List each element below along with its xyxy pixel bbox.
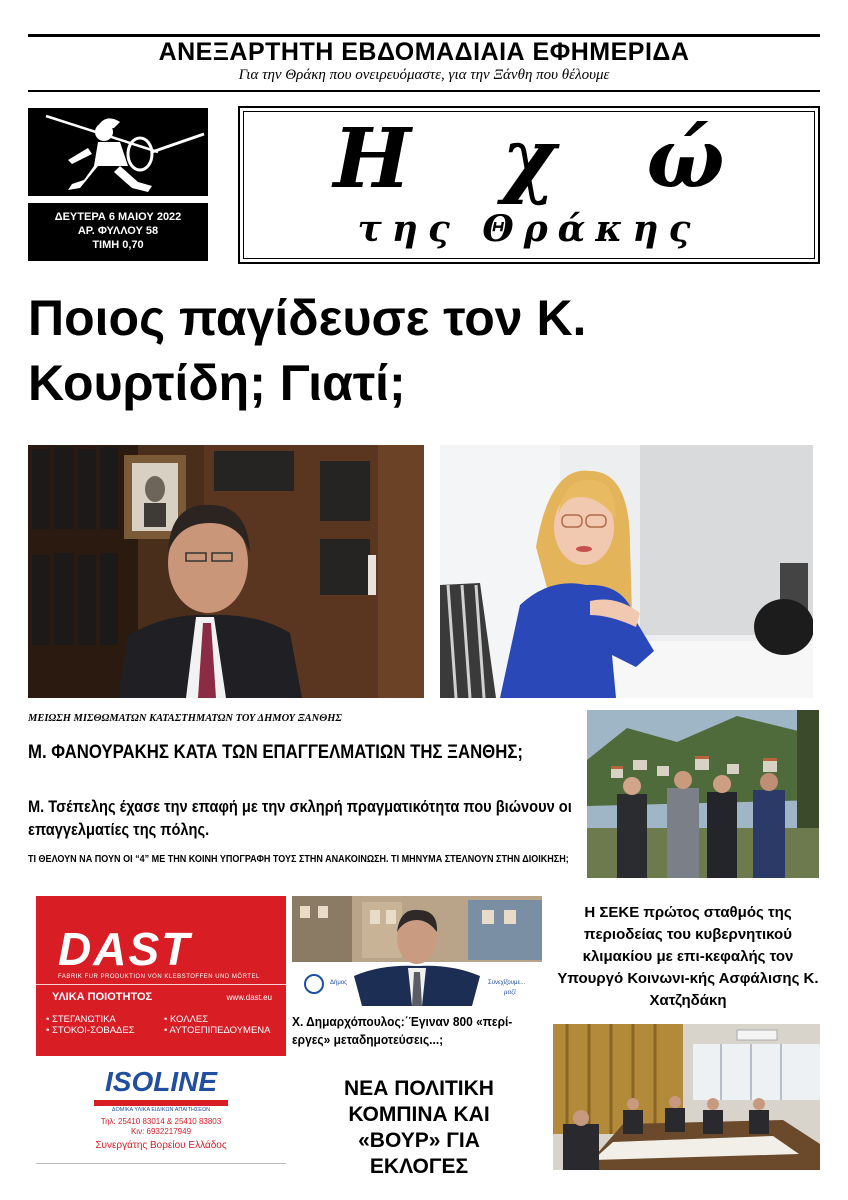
isoline-partner: Συνεργάτης Βορείου Ελλάδος: [95, 1140, 227, 1151]
nameplate-subtitle: της Θράκης: [357, 208, 701, 250]
mid-column-headline: ΝΕΑ ΠΟΛΙΤΙΚΗ ΚΟΜΠΙΝΑ ΚΑΙ «ΒΟΥΡ» ΓΙΑ ΕΚΛΟΓΕΣ: [344, 1077, 494, 1178]
story-kicker: ΜΕΙΩΣΗ ΜΙΣΘΩΜΑΤΩΝ ΚΑΤΑΣΤΗΜΑΤΩΝ ΤΟΥ ΔΗΜΟΥ ΞΑΝΘΗΣ: [28, 713, 342, 724]
thracian-warrior-icon: [28, 108, 208, 196]
isoline-tel: Τηλ: 25410 83014 & 25410 83803: [100, 1117, 222, 1126]
main-headline: [28, 286, 818, 416]
top-rule: [28, 34, 820, 37]
photo-four-men-outdoors: [587, 710, 819, 878]
issue-info-box: [28, 203, 208, 261]
photo-campaign-banner: [292, 896, 542, 1006]
isoline-tagline: ΔΟΜΙΚΑ ΥΛΙΚΑ ΕΙΔΙΚΩΝ ΑΠΑΙΤΗΣΕΩΝ: [111, 1107, 211, 1113]
masthead-rule: [28, 90, 820, 92]
story-title: Μ. ΦΑΝΟΥΡΑΚΗΣ ΚΑΤΑ ΤΩΝ ΕΠΑΓΓΕΛΜΑΤΙΩΝ ΤΗΣ ΞΑΝΘΗΣ;: [28, 741, 523, 763]
banner-slogan-2: μαζί: [504, 988, 516, 996]
dast-logo: DAST: [58, 923, 192, 975]
issue-price: ΤΙΜΗ 0,70: [92, 239, 144, 251]
masthead-tagline: Για την Θράκη που ονειρευόμαστε, για την Ξάνθη που θέλουμε: [238, 67, 610, 83]
dast-item: • ΣΤΟΚΟΙ-ΣΟΒΑΔΕΣ: [46, 1025, 135, 1036]
mid-column-caption: Χ. Δημαρχόπουλος:΄Έγιναν 800 «περί-εργες» μεταδημοτεύσεις...;: [292, 1014, 513, 1047]
masthead-top-title: ΑΝΕΞΑΡΤΗΤΗ ΕΒΔΟΜΑΔΙΑΙΑ ΕΦΗΜΕΡΙΔΑ: [158, 38, 690, 66]
dast-product-list: [46, 1014, 282, 1036]
dast-tagline: FABRIK FUR PRODUKTION VON KLEBSTOFFEN UND MÖRTEL: [58, 974, 260, 980]
banner-slogan-1: Συνεχίζουμε...: [488, 980, 526, 986]
story-deck: ΤΙ ΘΕΛΟΥΝ ΝΑ ΠΟΥΝ ΟΙ “4” ΜΕ ΤΗΝ ΚΟΙΝΗ ΥΠΟΓΡΑΦΗ ΤΟΥΣ ΣΤΗΝ ΑΝΑΚΟΙΝΩΣΗ. ΤΙ ΜΗΝΥΜΑ ΣΤΕΛΝΟΥΝ ΣΤΗΝ ΔΙΟΙΚΗΣΗ;: [28, 853, 569, 865]
newspaper-nameplate: [238, 106, 820, 264]
dast-item: • ΑΥΤΟΕΠΙΠΕΔΟΥΜΕΝΑ: [164, 1025, 271, 1036]
dast-item: • ΣΤΕΓΑΝΩΤΙΚΑ: [46, 1014, 116, 1025]
isoline-phones: [36, 1117, 286, 1137]
nameplate-letter-2: χ: [501, 111, 556, 207]
photo-man-office: [28, 445, 424, 698]
photo-meeting-room: [553, 1024, 820, 1170]
dast-url[interactable]: www.dast.eu: [226, 993, 272, 1002]
isoline-mobile: Κιν: 6932217949: [130, 1127, 192, 1136]
nameplate-title: [244, 111, 814, 207]
warrior-logo: [28, 108, 208, 196]
svg-text:Δήμος: Δήμος: [330, 980, 348, 986]
ad-isoline[interactable]: [36, 1060, 286, 1164]
right-column-caption: Η ΣΕΚΕ πρώτος σταθμός της περιοδείας του κυβερνητικού κλιμακίου με επι-κεφαλής τον Υπουργό Κοινωνι-κής Ασφάλισης Κ. Χατζηδάκη: [557, 904, 819, 1009]
nameplate-letter-3: ώ: [646, 111, 725, 207]
photo-woman-blue: [440, 445, 813, 698]
isoline-logo: ISOLINE: [104, 1066, 217, 1097]
dast-item: • ΚΟΛΛΕΣ: [164, 1014, 209, 1025]
story-subtitle: Μ. Τσέπελης έχασε την επαφή με την σκληρή πραγματικότητα που βιώνουν οι επαγγελματίες της πόλης.: [28, 797, 572, 839]
ad-dast[interactable]: [36, 896, 286, 1056]
headline-line-1: Ποιος παγίδευσε τον Κ.: [28, 290, 587, 346]
issue-number: ΑΡ. ΦΥΛΛΟΥ 58: [77, 225, 159, 237]
nameplate-letter-1: Η: [333, 111, 411, 207]
dast-quality: ΥΛΙΚΑ ΠΟΙΟΤΗΤΟΣ: [52, 991, 153, 1003]
headline-line-2: Κουρτίδη; Γιατί;: [28, 355, 406, 411]
issue-date: ΔΕΥΤΕΡΑ 6 ΜΑΙΟΥ 2022: [54, 211, 182, 223]
